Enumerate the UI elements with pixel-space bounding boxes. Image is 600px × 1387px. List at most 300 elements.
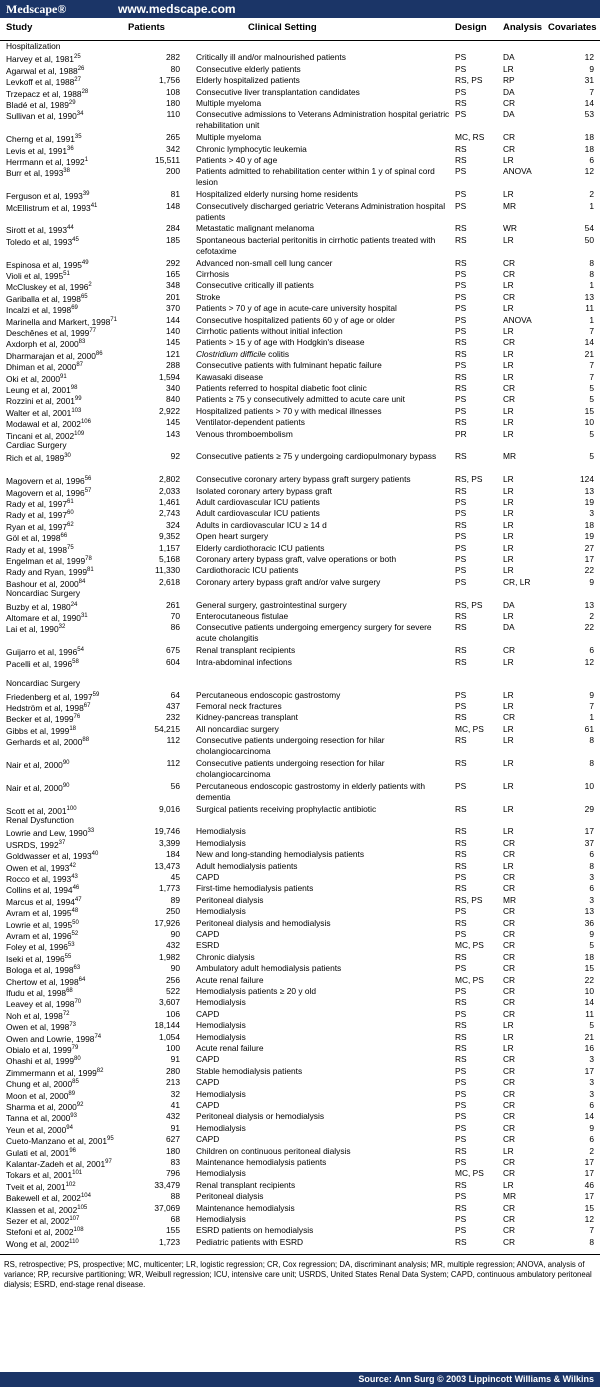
analysis-cell: CR [503, 872, 516, 883]
reference-number[interactable]: 110 [69, 1238, 79, 1245]
study-cell: Friedenberg et al, 1997$^{59}$ [6, 691, 100, 702]
reference-number[interactable]: 27 [74, 77, 81, 84]
covariates-cell: 7 [589, 86, 594, 97]
reference-number[interactable]: 42 [69, 862, 77, 869]
patients-cell: 522 [166, 986, 180, 997]
patients-cell: 91 [170, 1054, 180, 1065]
reference-number[interactable]: 62 [67, 521, 74, 528]
clinical-setting-cell: Metastatic malignant melanoma [196, 223, 315, 234]
study-cell: Marinella and Markert, 1998$^{71}$ [6, 316, 117, 327]
study-cell: Goldwasser et al, 1993$^{40}$ [6, 851, 99, 862]
design-cell: PS [455, 405, 467, 416]
reference-number[interactable]: 44 [67, 225, 74, 232]
design-cell: PS [455, 576, 467, 587]
analysis-cell: LR [503, 234, 514, 245]
col-covariates: Covariates [548, 22, 597, 33]
design-cell: PS [455, 269, 467, 279]
design-cell: RS [455, 1043, 467, 1054]
design-cell: RS [455, 519, 467, 530]
study-cell: Marcus et al, 1994$^{47}$ [6, 896, 82, 907]
study-cell: Chertow et al, 1998$^{64}$ [6, 976, 86, 987]
reference-number[interactable]: 49 [81, 259, 89, 266]
reference-number[interactable]: 67 [83, 703, 91, 710]
reference-number[interactable]: 65 [80, 293, 88, 300]
top-banner [0, 0, 600, 18]
patients-cell: 2,033 [159, 485, 180, 496]
patients-cell: 121 [166, 348, 180, 359]
reference-number[interactable]: 57 [84, 487, 92, 494]
patients-cell: 1,054 [159, 1031, 180, 1042]
study-cell: Owen et al, 1993$^{42}$ [6, 862, 77, 873]
reference-number[interactable]: 103 [71, 407, 82, 414]
design-cell: RS [455, 645, 467, 656]
analysis-cell: CR [503, 883, 516, 894]
study-cell: Magovern et al, 1996$^{57}$ [6, 487, 92, 498]
design-cell: PS [455, 986, 467, 997]
analysis-cell: CR [503, 1122, 516, 1133]
design-cell: MC, RS [455, 132, 485, 143]
design-cell: RS [455, 155, 467, 165]
covariates-cell: 18 [584, 132, 594, 143]
clinical-setting-cell: Cirrhotic patients without initial infection [196, 326, 343, 336]
reference-number[interactable]: 60 [67, 510, 74, 517]
reference-number[interactable]: 18 [69, 725, 77, 732]
study-cell: Rozzini et al, 2001$^{99}$ [6, 396, 82, 407]
reference-number[interactable]: 87 [76, 362, 83, 369]
section-heading: Cardiac Surgery [6, 440, 67, 450]
covariates-cell: 3 [589, 1088, 594, 1099]
reference-number[interactable]: 46 [72, 885, 80, 892]
reference-number[interactable]: 66 [60, 533, 68, 540]
clinical-setting-cell: Maintenance hemodialysis [196, 1202, 295, 1213]
design-cell: RS [455, 849, 467, 860]
patients-cell: 64 [170, 689, 180, 700]
clinical-setting-cell: Elderly cardiothoracic ICU patients [196, 542, 325, 553]
analysis-cell: LR [503, 428, 514, 439]
study-cell: Dhiman et al, 2000$^{87}$ [6, 361, 83, 372]
analysis-cell: WR [503, 223, 517, 234]
reference-number[interactable]: 71 [110, 316, 117, 323]
reference-number[interactable]: 40 [91, 851, 99, 858]
design-cell: PS [455, 906, 467, 917]
covariates-cell: 9 [589, 1122, 594, 1133]
analysis-cell: LR [503, 280, 514, 291]
col-patients: Patients [128, 22, 165, 33]
study-cell: Kalantar-Zadeh et al, 2001$^{97}$ [6, 1158, 112, 1169]
reference-number[interactable]: 24 [70, 601, 78, 608]
study-cell: McCluskey et al, 1996$^2$ [6, 282, 92, 293]
analysis-cell: LR [503, 189, 514, 200]
covariates-cell: 36 [584, 917, 594, 928]
reference-number[interactable]: 32 [58, 624, 66, 631]
reference-number[interactable]: 39 [82, 191, 90, 198]
design-cell: RS [455, 622, 467, 633]
clinical-setting-cell: Hemodialysis [196, 1088, 246, 1099]
study-cell: Herrmann et al, 1992$^1$ [6, 156, 89, 167]
clinical-setting-cell: Consecutive liver transplantation candidates [196, 86, 360, 97]
patients-cell: 9,352 [159, 531, 180, 542]
reference-number[interactable]: 97 [105, 1159, 112, 1166]
reference-number[interactable]: 93 [70, 1113, 77, 1120]
study-cell: Bologa et al, 1998$^{63}$ [6, 965, 81, 976]
patients-cell: 106 [166, 1008, 180, 1019]
design-cell: RS [455, 656, 467, 667]
reference-number[interactable]: 38 [63, 168, 70, 175]
patients-cell: 370 [166, 303, 180, 314]
reference-number[interactable]: 76 [73, 714, 81, 721]
clinical-setting-cell: New and long-standing hemodialysis patients [196, 849, 365, 860]
site-url[interactable]: www.medscape.com [118, 2, 236, 16]
reference-number[interactable]: 63 [73, 965, 81, 972]
study-cell: Sirott et al, 1993$^{44}$ [6, 225, 74, 236]
design-cell: PS [455, 166, 467, 177]
reference-number[interactable]: 77 [89, 328, 97, 334]
reference-number[interactable]: 48 [71, 908, 79, 915]
clinical-setting-cell: Chronic lymphocytic leukemia [196, 143, 307, 154]
reference-number[interactable]: 56 [84, 476, 92, 483]
reference-number[interactable]: 90 [62, 760, 70, 767]
covariates-cell: 6 [589, 155, 594, 165]
analysis-cell: LR [503, 531, 514, 542]
design-cell: PS [455, 314, 467, 325]
study-cell: Axdorph et al, 2000$^{83}$ [6, 339, 86, 350]
reference-number[interactable]: 37 [58, 839, 66, 846]
covariates-cell: 17 [584, 1065, 594, 1076]
study-cell: Sullivan et al, 1990$^{34}$ [6, 111, 84, 122]
reference-number[interactable]: 55 [64, 953, 72, 960]
covariates-cell: 27 [584, 542, 594, 553]
study-cell: Gariballa et al, 1998$^{65}$ [6, 293, 88, 304]
covariates-cell: 12 [584, 166, 594, 177]
patients-cell: 256 [166, 974, 180, 985]
reference-number[interactable]: 47 [74, 896, 82, 903]
study-cell: Burr et al, 1993$^{38}$ [6, 168, 70, 179]
reference-number[interactable]: 29 [68, 100, 76, 106]
study-cell: Leavey et al, 1998$^{70}$ [6, 999, 82, 1010]
reference-number[interactable]: 33 [87, 828, 95, 835]
study-cell: Gulati et al, 2001$^{96}$ [6, 1147, 77, 1158]
patients-cell: 89 [170, 894, 180, 905]
patients-cell: 81 [170, 189, 180, 200]
analysis-cell: CR [503, 1157, 516, 1168]
reference-number[interactable]: 26 [77, 65, 85, 72]
study-cell: Leung et al, 2001$^{98}$ [6, 384, 78, 395]
patients-cell: 796 [166, 1168, 180, 1179]
analysis-cell: CR [503, 143, 516, 154]
analysis-cell: LR [503, 701, 514, 712]
covariates-cell: 19 [584, 497, 594, 507]
reference-number[interactable]: 99 [74, 396, 82, 403]
patients-cell: 143 [166, 428, 180, 439]
analysis-cell: CR [503, 383, 516, 393]
covariates-cell: 13 [584, 906, 594, 917]
reference-number[interactable]: 102 [65, 1181, 76, 1188]
analysis-cell: LR [503, 735, 514, 746]
analysis-cell: LR [503, 348, 514, 359]
patients-cell: 41 [170, 1100, 180, 1111]
covariates-cell: 17 [584, 826, 594, 837]
clinical-setting-cell: CAPD [196, 1100, 220, 1111]
design-cell: RS [455, 1179, 467, 1190]
design-cell: RS [455, 257, 467, 268]
clinical-setting-cell: Elderly hospitalized patients [196, 75, 300, 86]
analysis-cell: DA [503, 52, 515, 63]
reference-number[interactable]: 28 [81, 88, 89, 95]
reference-number[interactable]: 106 [80, 419, 91, 426]
source-credit: Source: Ann Surg © 2003 Lippincott Williams & Wilkins [358, 1374, 594, 1384]
covariates-cell: 22 [584, 565, 594, 576]
covariates-cell: 22 [584, 974, 594, 985]
analysis-cell: CR [503, 1054, 516, 1065]
design-cell: PS [455, 1088, 467, 1099]
design-cell: RS [455, 337, 467, 348]
study-cell: Klassen et al, 2002$^{105}$ [6, 1204, 88, 1215]
analysis-cell: CR [503, 1111, 516, 1122]
analysis-cell: CR [503, 269, 516, 279]
study-cell: Lowrie et al, 1995$^{50}$ [6, 919, 79, 930]
clinical-setting-cell: Percutaneous endoscopic gastrostomy [196, 689, 341, 700]
clinical-setting-cell: Hemodialysis [196, 1031, 246, 1042]
reference-number[interactable]: 61 [67, 499, 74, 505]
patients-cell: 3,607 [159, 997, 180, 1008]
clinical-setting-cell: Acute renal failure [196, 1043, 264, 1054]
design-cell: RS [455, 997, 467, 1008]
study-cell: Dharmarajan et al, 2000$^{86}$ [6, 350, 103, 361]
reference-number[interactable]: 109 [74, 430, 85, 437]
reference-number[interactable]: 64 [78, 976, 86, 983]
study-cell: Buzby et al, 1980$^{24}$ [6, 601, 78, 612]
reference-number[interactable]: 82 [96, 1067, 104, 1074]
reference-number[interactable]: 53 [67, 942, 75, 949]
clinical-setting-cell: Peritoneal dialysis [196, 1191, 264, 1202]
patients-cell: 91 [170, 1122, 180, 1133]
study-cell: Zimmermann et al, 1999$^{82}$ [6, 1067, 104, 1078]
analysis-cell: CR [503, 712, 516, 723]
clinical-setting-cell: Adult cardiovascular ICU patients [196, 497, 320, 507]
clinical-setting-cell: Consecutive admissions to Veterans Administration hospital geriatric rehabilitation unit [196, 109, 450, 131]
covariates-cell: 8 [589, 257, 594, 268]
design-cell: RS [455, 1054, 467, 1065]
analysis-cell: CR [503, 929, 516, 940]
covariates-cell: 14 [584, 997, 594, 1008]
study-cell: Pacelli et al, 1996$^{58}$ [6, 658, 79, 669]
reference-number[interactable]: 1 [84, 157, 89, 163]
reference-number[interactable]: 86 [95, 350, 103, 357]
reference-number[interactable]: 75 [67, 544, 74, 551]
reference-number[interactable]: 100 [66, 805, 77, 812]
analysis-cell: LR [503, 611, 514, 621]
reference-number[interactable]: 81 [87, 567, 94, 574]
analysis-cell: LR [503, 758, 514, 769]
patients-cell: 432 [166, 940, 180, 951]
reference-number[interactable]: 58 [72, 658, 79, 665]
analysis-cell: CR [503, 1088, 516, 1099]
patients-cell: 144 [166, 314, 180, 325]
clinical-setting-cell: Stroke [196, 291, 221, 302]
patients-cell: 11,330 [155, 565, 180, 576]
reference-number[interactable]: 45 [72, 236, 79, 243]
reference-number[interactable]: 34 [76, 111, 84, 118]
reference-number[interactable]: 92 [76, 1102, 84, 1109]
reference-number[interactable]: 83 [78, 339, 86, 346]
clinical-setting-cell: CAPD [196, 872, 220, 883]
clinical-setting-cell: Pediatric patients with ESRD [196, 1236, 304, 1247]
reference-number[interactable]: 68 [66, 988, 73, 995]
reference-number[interactable]: 51 [63, 271, 70, 277]
reference-number[interactable]: 85 [72, 1079, 79, 1086]
covariates-cell: 7 [589, 326, 594, 336]
design-cell: PS [455, 1100, 467, 1111]
patients-cell: 604 [166, 656, 180, 667]
covariates-cell: 7 [589, 360, 594, 371]
reference-number[interactable]: 41 [90, 202, 98, 209]
clinical-setting-cell: Patients admitted to rehabilitation center within 1 y of spinal cord lesion [196, 166, 435, 188]
reference-number[interactable]: 107 [69, 1216, 80, 1223]
clinical-setting-cell: Coronary artery bypass graft and/or valve surgery [196, 576, 381, 587]
reference-number[interactable]: 73 [69, 1022, 77, 1029]
clinical-setting-cell: Spontaneous bacterial peritonitis in cirrhotic patients treated with cefotaxime [196, 234, 436, 256]
analysis-cell: CR [503, 1077, 516, 1088]
study-cell: Tveit et al, 2001$^{102}$ [6, 1181, 76, 1192]
design-cell: RS, PS [455, 474, 483, 485]
reference-number[interactable]: 88 [82, 737, 90, 744]
patients-cell: 88 [170, 1191, 180, 1202]
patients-cell: 2,743 [159, 508, 180, 519]
analysis-cell: CR [503, 132, 516, 143]
covariates-cell: 3 [589, 894, 594, 905]
analysis-cell: DA [503, 599, 515, 610]
study-cell: Obialo et al, 1999$^{79}$ [6, 1044, 79, 1055]
covariates-cell: 12 [584, 1214, 594, 1225]
clinical-setting-cell: Kawasaki disease [196, 371, 264, 382]
covariates-cell: 19 [584, 531, 594, 542]
covariates-cell: 10 [584, 780, 594, 791]
reference-number[interactable]: 2 [88, 282, 92, 289]
patients-cell: 840 [166, 394, 180, 405]
reference-number[interactable]: 30 [64, 453, 71, 460]
covariates-cell: 5 [589, 428, 594, 439]
covariates-cell: 8 [589, 758, 594, 769]
study-cell: Foley et al, 1996$^{53}$ [6, 942, 75, 953]
analysis-cell: CR [503, 917, 516, 928]
patients-cell: 145 [166, 417, 180, 428]
study-cell: Rich et al, 1989$^{30}$ [6, 453, 71, 464]
clinical-setting-cell: Critically ill and/or malnourished patients [196, 52, 346, 63]
patients-cell: 288 [166, 360, 180, 371]
covariates-cell: 8 [589, 269, 594, 279]
covariates-cell: 53 [584, 109, 594, 120]
analysis-cell: MR [503, 894, 517, 905]
design-cell: PR [455, 428, 467, 439]
covariates-cell: 17 [584, 1191, 594, 1202]
analysis-cell: LR [503, 485, 514, 496]
clinical-setting-cell: Consecutive patients undergoing resection for hilar cholangiocarcinoma [196, 758, 385, 780]
reference-number[interactable]: 74 [94, 1033, 102, 1040]
design-cell: PS [455, 86, 467, 97]
reference-number[interactable]: 96 [69, 1147, 77, 1154]
reference-number[interactable]: 91 [60, 373, 67, 380]
covariates-cell: 17 [584, 1168, 594, 1179]
design-cell: RS [455, 1202, 467, 1213]
clinical-setting-cell: Peritoneal dialysis and hemodialysis [196, 917, 331, 928]
covariates-cell: 14 [584, 98, 594, 108]
clinical-setting-cell: Venous thromboembolism [196, 428, 293, 439]
reference-number[interactable]: 104 [80, 1193, 91, 1200]
reference-number[interactable]: 94 [66, 1124, 73, 1131]
reference-number[interactable]: 98 [70, 385, 78, 391]
covariates-cell: 46 [584, 1179, 594, 1190]
covariates-cell: 7 [589, 701, 594, 712]
clinical-setting-cell: Multiple myeloma [196, 98, 262, 108]
analysis-cell: LR [503, 554, 514, 564]
study-cell: Lai et al, 1990$^{32}$ [6, 624, 66, 635]
design-cell: PS [455, 1122, 467, 1133]
clinical-setting-cell: Multiple myeloma [196, 132, 262, 143]
study-cell: Rocco et al, 1993$^{43}$ [6, 873, 78, 884]
reference-number[interactable]: 78 [85, 556, 92, 562]
analysis-cell: LR [503, 826, 514, 837]
reference-number[interactable]: 101 [72, 1170, 83, 1177]
reference-number[interactable]: 50 [72, 919, 79, 926]
design-cell: RS [455, 611, 467, 621]
reference-number[interactable]: 70 [74, 999, 82, 1006]
design-cell: PS [455, 360, 467, 371]
analysis-cell: LR [503, 542, 514, 553]
patients-cell: 1,773 [159, 883, 180, 894]
patients-cell: 32 [170, 1088, 180, 1099]
covariates-cell: 6 [589, 1100, 594, 1111]
study-cell: Tincani et al, 2002$^{109}$ [6, 430, 85, 441]
design-cell: PS [455, 780, 467, 791]
reference-number[interactable]: 43 [71, 874, 78, 881]
study-cell: Guijarro et al, 1996$^{54}$ [6, 646, 84, 657]
design-cell: PS [455, 508, 467, 519]
design-cell: RS [455, 951, 467, 962]
reference-number[interactable]: 105 [77, 1204, 88, 1211]
reference-number[interactable]: 89 [68, 1090, 76, 1097]
reference-number[interactable]: 31 [80, 613, 88, 619]
analysis-cell: LR [503, 803, 514, 814]
design-cell: RS [455, 803, 467, 814]
design-cell: RS [455, 758, 467, 769]
reference-number[interactable]: 52 [71, 931, 79, 938]
patients-cell: 1,756 [159, 75, 180, 86]
design-cell: MC, PS [455, 940, 484, 951]
section-heading: Noncardiac Surgery [6, 678, 81, 689]
reference-number[interactable]: 59 [92, 691, 100, 698]
study-cell: Göl et al, 1998$^{66}$ [6, 532, 68, 543]
reference-number[interactable]: 84 [78, 578, 86, 585]
reference-number[interactable]: 80 [73, 1056, 81, 1063]
analysis-cell: LR [503, 63, 514, 74]
analysis-cell: LR [503, 1145, 514, 1156]
reference-number[interactable]: 95 [107, 1136, 114, 1143]
reference-number[interactable]: 108 [73, 1227, 84, 1234]
reference-number[interactable]: 25 [73, 54, 81, 61]
patients-cell: 18,144 [154, 1020, 180, 1031]
reference-number[interactable]: 72 [62, 1010, 70, 1017]
reference-number[interactable]: 69 [71, 305, 78, 312]
reference-number[interactable]: 36 [67, 145, 74, 152]
reference-number[interactable]: 54 [77, 647, 84, 654]
reference-number[interactable]: 79 [71, 1045, 79, 1052]
patients-cell: 110 [166, 109, 180, 120]
covariates-cell: 14 [584, 337, 594, 348]
covariates-cell: 37 [584, 837, 594, 848]
design-cell: RS [455, 371, 467, 382]
reference-number[interactable]: 90 [62, 782, 70, 789]
reference-number[interactable]: 35 [74, 134, 82, 141]
